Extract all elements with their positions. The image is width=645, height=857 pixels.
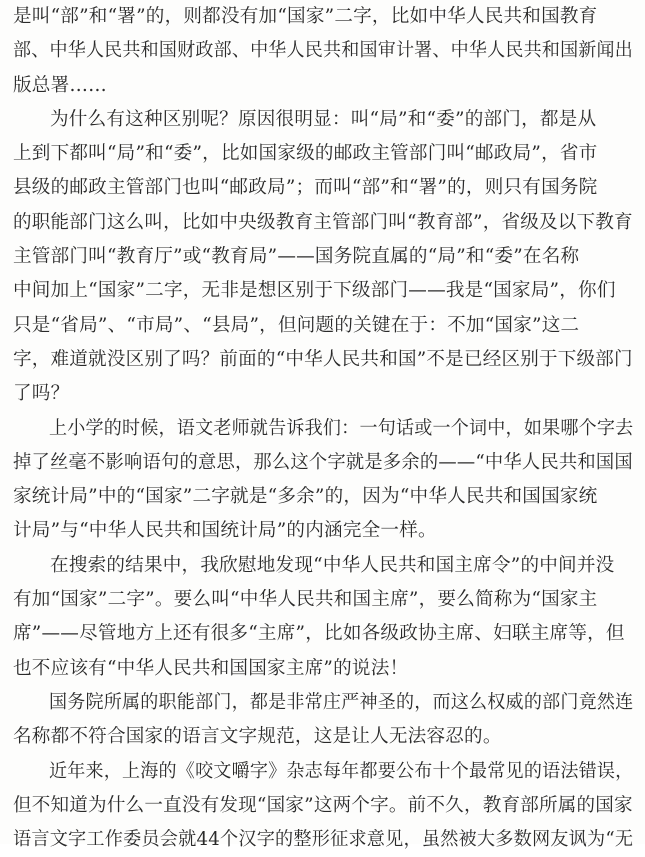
text-line: 的职能部门这么叫，比如中央级教育主管部门叫“教育部”，省级及以下教育 bbox=[13, 211, 633, 233]
text-line: 中间加上“国家”二字，无非是想区别于下级部门——我是“国家局”，你们 bbox=[13, 280, 616, 302]
text-line: 名称都不符合国家的语言文字规范，这是让人无法容忍的。 bbox=[13, 726, 502, 748]
text-line: 上小学的时候，语文老师就告诉我们：一句话或一个词中，如果哪个字去 bbox=[48, 417, 634, 439]
text-line: 字，难道就没区别了吗？前面的“中华人民共和国”不是已经区别于下级部门 bbox=[13, 348, 633, 370]
text-line: 有加“国家”二字”。要么叫“中华人民共和国主席”，要么简称为“国家主 bbox=[13, 589, 598, 611]
paragraph-5 bbox=[13, 686, 633, 755]
text-line: 为什么有这种区别呢？原因很明显：叫“局”和“委”的部门，都是从 bbox=[50, 108, 597, 130]
text-line: 上到下都叫“局”和“委”，比如国家级的邮政主管部门叫“邮政局”，省市 bbox=[13, 143, 598, 165]
paragraph-3 bbox=[13, 412, 633, 549]
text-line: 县级的邮政主管部门也叫“邮政局”；而叫“部”和“署”的，则只有国务院 bbox=[13, 177, 598, 199]
text-line: 也不应该有“中华人民共和国国家主席”的说法！ bbox=[13, 657, 409, 679]
text-line: 在搜索的结果中，我欣慰地发现“中华人民共和国主席令”的中间并没 bbox=[50, 554, 615, 576]
text-line: 是叫“部”和“署”的，则都没有加“国家”二字，比如中华人民共和国教育 bbox=[13, 6, 598, 27]
text-line: 国务院所属的职能部门，都是非常庄严神圣的，而这么权威的部门竟然连 bbox=[48, 691, 634, 713]
text-line: 只是“省局”、“市局”、“县局”，但问题的关键在于：不加“国家”这二 bbox=[13, 314, 580, 336]
article-body bbox=[13, 0, 633, 857]
paragraph-4 bbox=[13, 549, 633, 686]
text-line: 近年来，上海的《咬文嚼字》杂志每年都要公布十个最常见的语法错误， bbox=[48, 760, 634, 782]
text-line: 了吗？ bbox=[13, 383, 70, 405]
text-line: 主管部门叫“教育厅”或“教育局”——国务院直属的“局”和“委”在名称 bbox=[13, 246, 580, 268]
text-line: 掉了丝毫不影响语句的意思，那么这个字就是多余的——“中华人民共和国国 bbox=[13, 451, 633, 473]
paragraph-6 bbox=[13, 755, 633, 857]
text-line: 席”——尽管地方上还有很多“主席”，比如各级政协主席、妇联主席等，但 bbox=[13, 623, 625, 645]
text-line: 但不知道为什么一直没有发现“国家”这两个字。前不久，教育部所属的国家 bbox=[13, 794, 633, 816]
text-line: 语言文字工作委员会就44个汉字的整形征求意见，虽然被大多数网友讽为“无 bbox=[13, 829, 634, 851]
paragraph-1 bbox=[13, 0, 633, 103]
text-line: 计局”与“中华人民共和国统计局”的内涵完全一样。 bbox=[13, 520, 437, 542]
paragraph-2 bbox=[13, 103, 633, 412]
text-line: 家统计局”中的“国家”二字就是“多余”的，因为“中华人民共和国国家统 bbox=[13, 486, 598, 508]
text-line: 版总署…… bbox=[13, 74, 107, 96]
text-line: 部、中华人民共和国财政部、中华人民共和国审计署、中华人民共和国新闻出 bbox=[13, 40, 634, 62]
